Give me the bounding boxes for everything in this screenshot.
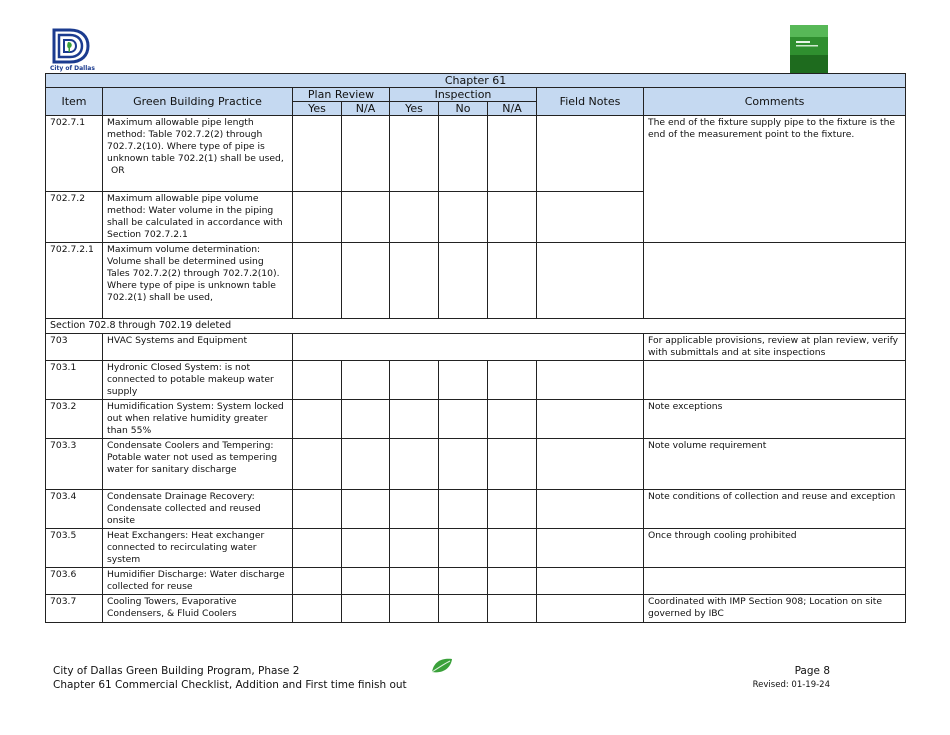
insp-no-cell[interactable] <box>439 192 488 243</box>
item-code: 703.6 <box>46 568 103 595</box>
section-label: Section 702.8 through 702.19 deleted <box>46 319 906 334</box>
practice-cell: Maximum volume determination: Volume shall be determined using Tales 702.7.2(2) through 702.7.2(10). Where type of pipe is unknown table 702.2(1) shall be used, <box>103 243 293 319</box>
item-code: 702.7.1 <box>46 116 103 192</box>
field-notes-cell[interactable] <box>537 568 644 595</box>
plan-yes-cell[interactable] <box>293 490 342 529</box>
plan-yes-cell[interactable] <box>293 529 342 568</box>
col-item-header: Item <box>46 88 103 116</box>
plan-yes-cell[interactable] <box>293 595 342 623</box>
field-notes-cell[interactable] <box>537 595 644 623</box>
insp-na-cell[interactable] <box>488 490 537 529</box>
item-code: 703.3 <box>46 439 103 490</box>
insp-no-cell[interactable] <box>439 568 488 595</box>
item-code: 703.2 <box>46 400 103 439</box>
insp-yes-cell[interactable] <box>390 439 439 490</box>
practice-cell: Condensate Coolers and Tempering: Potable water not used as tempering water for sanitary discharge <box>103 439 293 490</box>
insp-yes-cell[interactable] <box>390 116 439 192</box>
insp-yes-cell[interactable] <box>390 192 439 243</box>
plan-yes-cell[interactable] <box>293 568 342 595</box>
plan-yes-cell[interactable] <box>293 192 342 243</box>
plan-na-cell[interactable] <box>342 243 390 319</box>
plan-na-cell[interactable] <box>342 439 390 490</box>
practice-cell: Humidification System: System locked out when relative humidity greater than 55% <box>103 400 293 439</box>
col-inspection-header: Inspection <box>390 88 537 102</box>
chapter-header: Chapter 61 <box>46 74 906 88</box>
practice-text: Maximum allowable pipe length method: Table 702.7.2(2) through 702.7.2(10). Where type of pipe is unknown table 702.2(1) shall be used, <box>107 117 284 164</box>
comment-cell: Once through cooling prohibited <box>644 529 906 568</box>
insp-no-cell[interactable] <box>439 490 488 529</box>
field-notes-cell[interactable] <box>537 439 644 490</box>
item-code: 703.4 <box>46 490 103 529</box>
col-comments-header: Comments <box>644 88 906 116</box>
table-row <box>46 529 906 568</box>
comment-cell: The end of the fixture supply pipe to the fixture is the end of the measurement point to the fixture. <box>644 116 906 243</box>
practice-cell: Cooling Towers, Evaporative Condensers, & Fluid Coolers <box>103 595 293 623</box>
insp-yes-cell[interactable] <box>390 490 439 529</box>
code-book-icon <box>790 25 828 73</box>
field-notes-cell[interactable] <box>537 490 644 529</box>
insp-yes-cell[interactable] <box>390 400 439 439</box>
field-notes-cell[interactable] <box>537 192 644 243</box>
practice-cell: Condensate Drainage Recovery: Condensate collected and reused onsite <box>103 490 293 529</box>
item-code: 703.7 <box>46 595 103 623</box>
checklist-table <box>45 73 906 623</box>
insp-no-cell[interactable] <box>439 595 488 623</box>
leaf-icon <box>430 656 454 676</box>
plan-yes-cell[interactable] <box>293 116 342 192</box>
insp-no-cell[interactable] <box>439 116 488 192</box>
item-code: 703.5 <box>46 529 103 568</box>
insp-no-header: No <box>439 102 488 116</box>
col-field-notes-header: Field Notes <box>537 88 644 116</box>
practice-cell: HVAC Systems and Equipment <box>103 334 293 361</box>
practice-cell <box>103 116 293 192</box>
comment-cell <box>644 568 906 595</box>
dallas-d-icon <box>48 28 92 64</box>
table-row <box>46 568 906 595</box>
field-notes-cell[interactable] <box>537 243 644 319</box>
insp-no-cell[interactable] <box>439 243 488 319</box>
insp-yes-header: Yes <box>390 102 439 116</box>
insp-na-cell[interactable] <box>488 529 537 568</box>
practice-cell: Heat Exchangers: Heat exchanger connected to recirculating water system <box>103 529 293 568</box>
insp-na-cell[interactable] <box>488 568 537 595</box>
col-plan-review-header: Plan Review <box>293 88 390 102</box>
item-code: 703 <box>46 334 103 361</box>
plan-na-cell[interactable] <box>342 192 390 243</box>
comment-cell: Note volume requirement <box>644 439 906 490</box>
comment-cell: Note conditions of collection and reuse and exception <box>644 490 906 529</box>
footer-program-title: City of Dallas Green Building Program, Phase 2 <box>53 665 300 677</box>
table-row <box>46 361 906 400</box>
plan-yes-cell[interactable] <box>293 439 342 490</box>
table-row <box>46 400 906 439</box>
insp-na-cell[interactable] <box>488 595 537 623</box>
col-practice-header: Green Building Practice <box>103 88 293 116</box>
comment-cell: Note exceptions <box>644 400 906 439</box>
plan-na-cell[interactable] <box>342 595 390 623</box>
plan-yes-header: Yes <box>293 102 342 116</box>
comment-cell: For applicable provisions, review at plan review, verify with submittals and at site inspections <box>644 334 906 361</box>
insp-no-cell[interactable] <box>439 361 488 400</box>
insp-no-cell[interactable] <box>439 529 488 568</box>
field-notes-cell[interactable] <box>537 116 644 192</box>
page-number: Page 8 <box>794 665 830 677</box>
plan-yes-cell[interactable] <box>293 400 342 439</box>
field-notes-cell[interactable] <box>537 361 644 400</box>
revised-date: Revised: 01-19-24 <box>752 680 830 690</box>
insp-no-cell[interactable] <box>439 439 488 490</box>
plan-na-cell[interactable] <box>342 568 390 595</box>
item-code: 702.7.2 <box>46 192 103 243</box>
insp-yes-cell[interactable] <box>390 568 439 595</box>
insp-na-cell[interactable] <box>488 400 537 439</box>
practice-cell: Hydronic Closed System: is not connected to potable makeup water supply <box>103 361 293 400</box>
item-code: 702.7.2.1 <box>46 243 103 319</box>
plan-na-cell[interactable] <box>342 400 390 439</box>
table-row <box>46 334 906 361</box>
insp-yes-cell[interactable] <box>390 243 439 319</box>
insp-na-cell[interactable] <box>488 192 537 243</box>
insp-no-cell[interactable] <box>439 400 488 439</box>
comment-cell <box>644 243 906 319</box>
plan-na-cell[interactable] <box>342 116 390 192</box>
insp-na-cell[interactable] <box>488 116 537 192</box>
footer-left <box>53 664 407 692</box>
table-row <box>46 595 906 623</box>
footer-checklist-title: Chapter 61 Commercial Checklist, Addition and First time finish out <box>53 679 407 691</box>
plan-na-cell[interactable] <box>342 361 390 400</box>
insp-na-cell[interactable] <box>488 243 537 319</box>
logo-caption: City of Dallas <box>50 65 95 72</box>
insp-yes-cell[interactable] <box>390 595 439 623</box>
practice-cell: Maximum allowable pipe volume method: Water volume in the piping shall be calculated in accordance with Section 702.7.2.1 <box>103 192 293 243</box>
insp-na-cell[interactable] <box>488 439 537 490</box>
code-book-cover-logo <box>790 25 828 73</box>
item-code: 703.1 <box>46 361 103 400</box>
merged-empty-cell <box>293 334 644 361</box>
insp-na-cell[interactable] <box>488 361 537 400</box>
comment-cell: Coordinated with IMP Section 908; Location on site governed by IBC <box>644 595 906 623</box>
insp-na-header: N/A <box>488 102 537 116</box>
insp-yes-cell[interactable] <box>390 529 439 568</box>
plan-na-header: N/A <box>342 102 390 116</box>
footer-right <box>753 664 830 692</box>
table-row <box>46 116 906 192</box>
field-notes-cell[interactable] <box>537 529 644 568</box>
comment-cell <box>644 361 906 400</box>
table-row <box>46 490 906 529</box>
plan-na-cell[interactable] <box>342 529 390 568</box>
table-row <box>46 243 906 319</box>
plan-yes-cell[interactable] <box>293 243 342 319</box>
plan-yes-cell[interactable] <box>293 361 342 400</box>
or-text: OR <box>111 165 125 176</box>
insp-yes-cell[interactable] <box>390 361 439 400</box>
plan-na-cell[interactable] <box>342 490 390 529</box>
field-notes-cell[interactable] <box>537 400 644 439</box>
practice-cell: Humidifier Discharge: Water discharge collected for reuse <box>103 568 293 595</box>
table-row <box>46 439 906 490</box>
section-row <box>46 319 906 334</box>
